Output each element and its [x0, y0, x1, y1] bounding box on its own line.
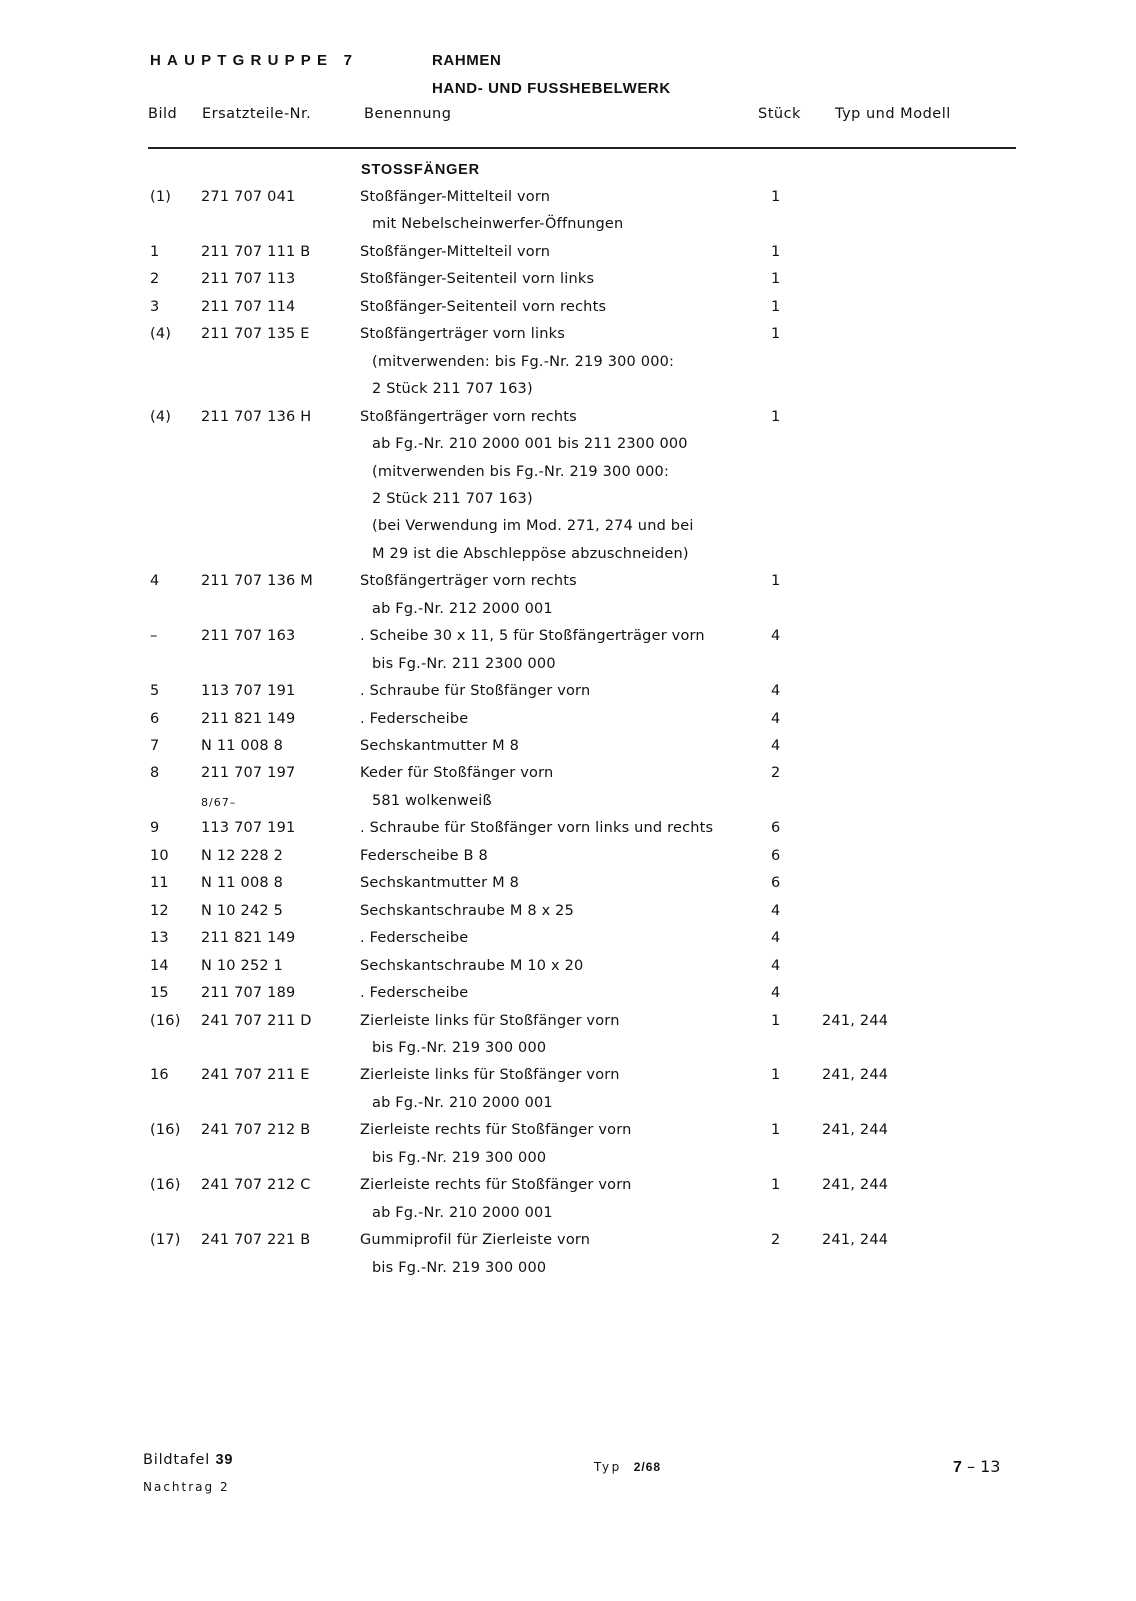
plate-reference: [143, 1452, 233, 1468]
cell-description: . Schraube für Stoßfänger vorn links und rechts: [360, 820, 714, 837]
cell-description: 2 Stück 211 707 163): [372, 381, 533, 398]
cell-description: Sechskantschraube M 10 x 20: [360, 957, 584, 974]
cell-part-number: N 10 252 1: [201, 957, 284, 974]
table-row: [0, 409, 1136, 436]
header-rule: [148, 147, 1016, 149]
cell-type-model: 241, 244: [822, 1232, 889, 1249]
table-row-continuation: [0, 491, 1136, 518]
cell-figure-number: –: [150, 628, 158, 645]
cell-description: Zierleiste links für Stoßfänger vorn: [360, 1012, 620, 1029]
type-date: [594, 1460, 661, 1474]
cell-figure-number: 8: [150, 765, 160, 782]
cell-figure-number: 10: [150, 847, 169, 864]
cell-quantity: 1: [771, 1067, 781, 1084]
cell-description: (mitverwenden: bis Fg.-Nr. 219 300 000:: [372, 353, 675, 370]
cell-description: (mitverwenden bis Fg.-Nr. 219 300 000:: [372, 463, 670, 480]
cell-description: ab Fg.-Nr. 210 2000 001: [372, 1204, 553, 1221]
table-row: [0, 326, 1136, 353]
cell-part-number: 211 707 163: [201, 628, 296, 645]
cell-figure-number: 11: [150, 875, 169, 892]
cell-description: Stoßfänger-Seitenteil vorn links: [360, 271, 595, 288]
cell-description: ab Fg.-Nr. 210 2000 001: [372, 1094, 553, 1111]
cell-description: Federscheibe B 8: [360, 847, 488, 864]
table-row: [0, 628, 1136, 655]
table-row-continuation: [0, 1150, 1136, 1177]
table-row-continuation: [0, 436, 1136, 463]
column-header-description: Benennung: [364, 106, 452, 122]
cell-quantity: 6: [771, 820, 781, 837]
cell-description: 581 wolkenweiß: [372, 792, 492, 809]
table-row: [0, 903, 1136, 930]
cell-figure-number: 13: [150, 930, 169, 947]
cell-part-number: 241 707 212 C: [201, 1177, 311, 1194]
cell-figure-number: 9: [150, 820, 160, 837]
cell-quantity: 4: [771, 902, 781, 919]
cell-figure-number: (16): [150, 1122, 181, 1139]
cell-quantity: 1: [771, 1012, 781, 1029]
column-header-type-model: Typ und Modell: [835, 106, 951, 122]
cell-figure-number: 15: [150, 985, 169, 1002]
cell-description: Keder für Stoßfänger vorn: [360, 765, 554, 782]
cell-part-number: 211 707 135 E: [201, 326, 310, 343]
table-row-continuation: [0, 1095, 1136, 1122]
table-row: [0, 875, 1136, 902]
cell-part-number: 113 707 191: [201, 820, 296, 837]
cell-description: Zierleiste rechts für Stoßfänger vorn: [360, 1122, 632, 1139]
cell-quantity: 4: [771, 985, 781, 1002]
cell-part-number: 271 707 041: [201, 189, 296, 205]
plate-number: 39: [215, 1452, 234, 1468]
table-row-continuation: [0, 216, 1136, 243]
cell-figure-number: (1): [150, 189, 172, 205]
cell-description: ab Fg.-Nr. 210 2000 001 bis 211 2300 000: [372, 436, 688, 453]
cell-description: (bei Verwendung im Mod. 271, 274 und bei: [372, 518, 694, 535]
cell-description: M 29 ist die Abschleppöse abzuschneiden): [372, 545, 689, 562]
cell-figure-number: 14: [150, 957, 169, 974]
cell-description: . Scheibe 30 x 11, 5 für Stoßfängerträger vorn: [360, 628, 705, 645]
table-row: [0, 958, 1136, 985]
table-row-continuation: [0, 656, 1136, 683]
cell-part-number: 211 821 149: [201, 930, 296, 947]
table-row-continuation: [0, 464, 1136, 491]
table-row: [0, 930, 1136, 957]
cell-quantity: 4: [771, 710, 781, 727]
cell-figure-number: (4): [150, 408, 172, 425]
cell-description: bis Fg.-Nr. 219 300 000: [372, 1259, 547, 1276]
cell-figure-number: 6: [150, 710, 160, 727]
cell-description: Stoßfänger-Seitenteil vorn rechts: [360, 298, 607, 315]
cell-part-number: 211 707 136 H: [201, 408, 312, 425]
cell-description: Stoßfänger-Mittelteil vorn: [360, 189, 551, 205]
cell-description: Stoßfängerträger vorn rechts: [360, 573, 577, 590]
cell-description: Zierleiste links für Stoßfänger vorn: [360, 1067, 620, 1084]
page-separator: –: [967, 1457, 975, 1476]
cell-description: . Federscheibe: [360, 985, 469, 1002]
cell-quantity: 4: [771, 738, 781, 754]
table-row: [0, 1232, 1136, 1259]
cell-description: ab Fg.-Nr. 212 2000 001: [372, 600, 553, 617]
page-index: 13: [980, 1457, 1001, 1476]
table-row-continuation: [0, 793, 1136, 820]
table-row: [0, 683, 1136, 710]
table-row: [0, 738, 1136, 765]
table-row: [0, 820, 1136, 847]
page-group: 7: [953, 1459, 962, 1476]
cell-description: Stoßfänger-Mittelteil vorn: [360, 243, 551, 260]
cell-part-number: 211 707 113: [201, 271, 296, 288]
cell-part-number: 241 707 211 E: [201, 1067, 310, 1084]
cell-description: . Federscheibe: [360, 930, 469, 947]
plate-label: Bildtafel: [143, 1452, 211, 1468]
cell-part-number: 211 707 189: [201, 985, 296, 1002]
cell-part-number: 211 707 197: [201, 765, 296, 782]
table-row-continuation: [0, 354, 1136, 381]
cell-figure-number: (17): [150, 1232, 181, 1249]
supplement-label: Nachtrag 2: [143, 1480, 230, 1494]
cell-quantity: 6: [771, 875, 781, 892]
table-row-continuation: [0, 1205, 1136, 1232]
cell-description: 2 Stück 211 707 163): [372, 490, 533, 507]
cell-quantity: 4: [771, 957, 781, 974]
table-row-continuation: [0, 518, 1136, 545]
cell-type-model: 241, 244: [822, 1177, 889, 1194]
table-row-continuation: [0, 546, 1136, 573]
cell-part-number: 241 707 221 B: [201, 1232, 311, 1249]
cell-description: Sechskantmutter M 8: [360, 738, 520, 754]
cell-part-number: 211 707 136 M: [201, 573, 313, 590]
cell-quantity: 4: [771, 628, 781, 645]
cell-quantity: 1: [771, 408, 781, 425]
cell-figure-number: (16): [150, 1177, 181, 1194]
cell-type-model: 241, 244: [822, 1067, 889, 1084]
cell-quantity: 1: [771, 189, 781, 205]
type-value: 2/68: [633, 1460, 662, 1474]
cell-figure-number: (16): [150, 1012, 181, 1029]
cell-figure-number: 4: [150, 573, 160, 590]
cell-quantity: 1: [771, 1122, 781, 1139]
table-row: [0, 299, 1136, 326]
cell-quantity: 1: [771, 1177, 781, 1194]
table-row: [0, 1177, 1136, 1204]
cell-quantity: 1: [771, 573, 781, 590]
cell-part-number: N 11 008 8: [201, 738, 284, 754]
cell-part-number: 113 707 191: [201, 683, 296, 700]
type-label: Typ: [594, 1460, 622, 1474]
cell-description: Gummiprofil für Zierleiste vorn: [360, 1232, 591, 1249]
table-row: [0, 765, 1136, 792]
cell-quantity: 1: [771, 326, 781, 343]
cell-description: Zierleiste rechts für Stoßfänger vorn: [360, 1177, 632, 1194]
cell-quantity: 2: [771, 765, 781, 782]
cell-part-number: N 11 008 8: [201, 875, 284, 892]
column-header-quantity: Stück: [758, 106, 801, 122]
cell-quantity: 1: [771, 271, 781, 288]
page-number: [953, 1457, 1000, 1477]
cell-part-number: 8/67–: [201, 795, 237, 809]
group-title: RAHMEN: [432, 52, 502, 69]
cell-figure-number: 7: [150, 738, 160, 754]
table-row: [0, 711, 1136, 738]
table-row: [0, 271, 1136, 298]
cell-figure-number: (4): [150, 326, 172, 343]
cell-quantity: 2: [771, 1232, 781, 1249]
cell-description: bis Fg.-Nr. 211 2300 000: [372, 655, 556, 672]
cell-part-number: 211 707 111 B: [201, 243, 311, 260]
cell-quantity: 1: [771, 243, 781, 260]
cell-quantity: 4: [771, 683, 781, 700]
cell-part-number: N 10 242 5: [201, 902, 284, 919]
group-subtitle: HAND- UND FUSSHEBELWERK: [432, 80, 671, 97]
table-row: [0, 244, 1136, 271]
cell-description: bis Fg.-Nr. 219 300 000: [372, 1149, 547, 1166]
cell-figure-number: 2: [150, 271, 160, 288]
cell-quantity: 1: [771, 298, 781, 315]
cell-figure-number: 16: [150, 1067, 169, 1084]
table-row-continuation: [0, 1040, 1136, 1067]
cell-figure-number: 1: [150, 243, 160, 260]
section-title: STOSSFÄNGER: [361, 162, 480, 178]
cell-quantity: 4: [771, 930, 781, 947]
table-row: [0, 1122, 1136, 1149]
cell-part-number: 241 707 212 B: [201, 1122, 311, 1139]
cell-figure-number: 3: [150, 298, 160, 315]
cell-description: Stoßfängerträger vorn rechts: [360, 408, 577, 425]
table-row-continuation: [0, 381, 1136, 408]
table-row: [0, 985, 1136, 1012]
main-group-heading: HAUPTGRUPPE 7: [150, 52, 359, 69]
cell-part-number: 211 707 114: [201, 298, 296, 315]
cell-part-number: 211 821 149: [201, 710, 296, 727]
cell-description: mit Nebelscheinwerfer-Öffnungen: [372, 216, 624, 233]
cell-quantity: 6: [771, 847, 781, 864]
table-row: [0, 1013, 1136, 1040]
cell-description: Stoßfängerträger vorn links: [360, 326, 565, 343]
column-header-part-number: Ersatzteile-Nr.: [202, 106, 312, 122]
cell-type-model: 241, 244: [822, 1122, 889, 1139]
cell-description: bis Fg.-Nr. 219 300 000: [372, 1039, 547, 1056]
cell-figure-number: 5: [150, 683, 160, 700]
table-row-continuation: [0, 1260, 1136, 1287]
cell-figure-number: 12: [150, 902, 169, 919]
table-row: [0, 189, 1136, 216]
column-header-bild: Bild: [148, 106, 178, 122]
cell-type-model: 241, 244: [822, 1012, 889, 1029]
cell-part-number: 241 707 211 D: [201, 1012, 312, 1029]
table-row: [0, 1067, 1136, 1094]
table-row: [0, 573, 1136, 600]
cell-part-number: N 12 228 2: [201, 847, 284, 864]
cell-description: . Federscheibe: [360, 710, 469, 727]
cell-description: . Schraube für Stoßfänger vorn: [360, 683, 591, 700]
table-row: [0, 848, 1136, 875]
cell-description: Sechskantschraube M 8 x 25: [360, 902, 575, 919]
cell-description: Sechskantmutter M 8: [360, 875, 520, 892]
table-row-continuation: [0, 601, 1136, 628]
